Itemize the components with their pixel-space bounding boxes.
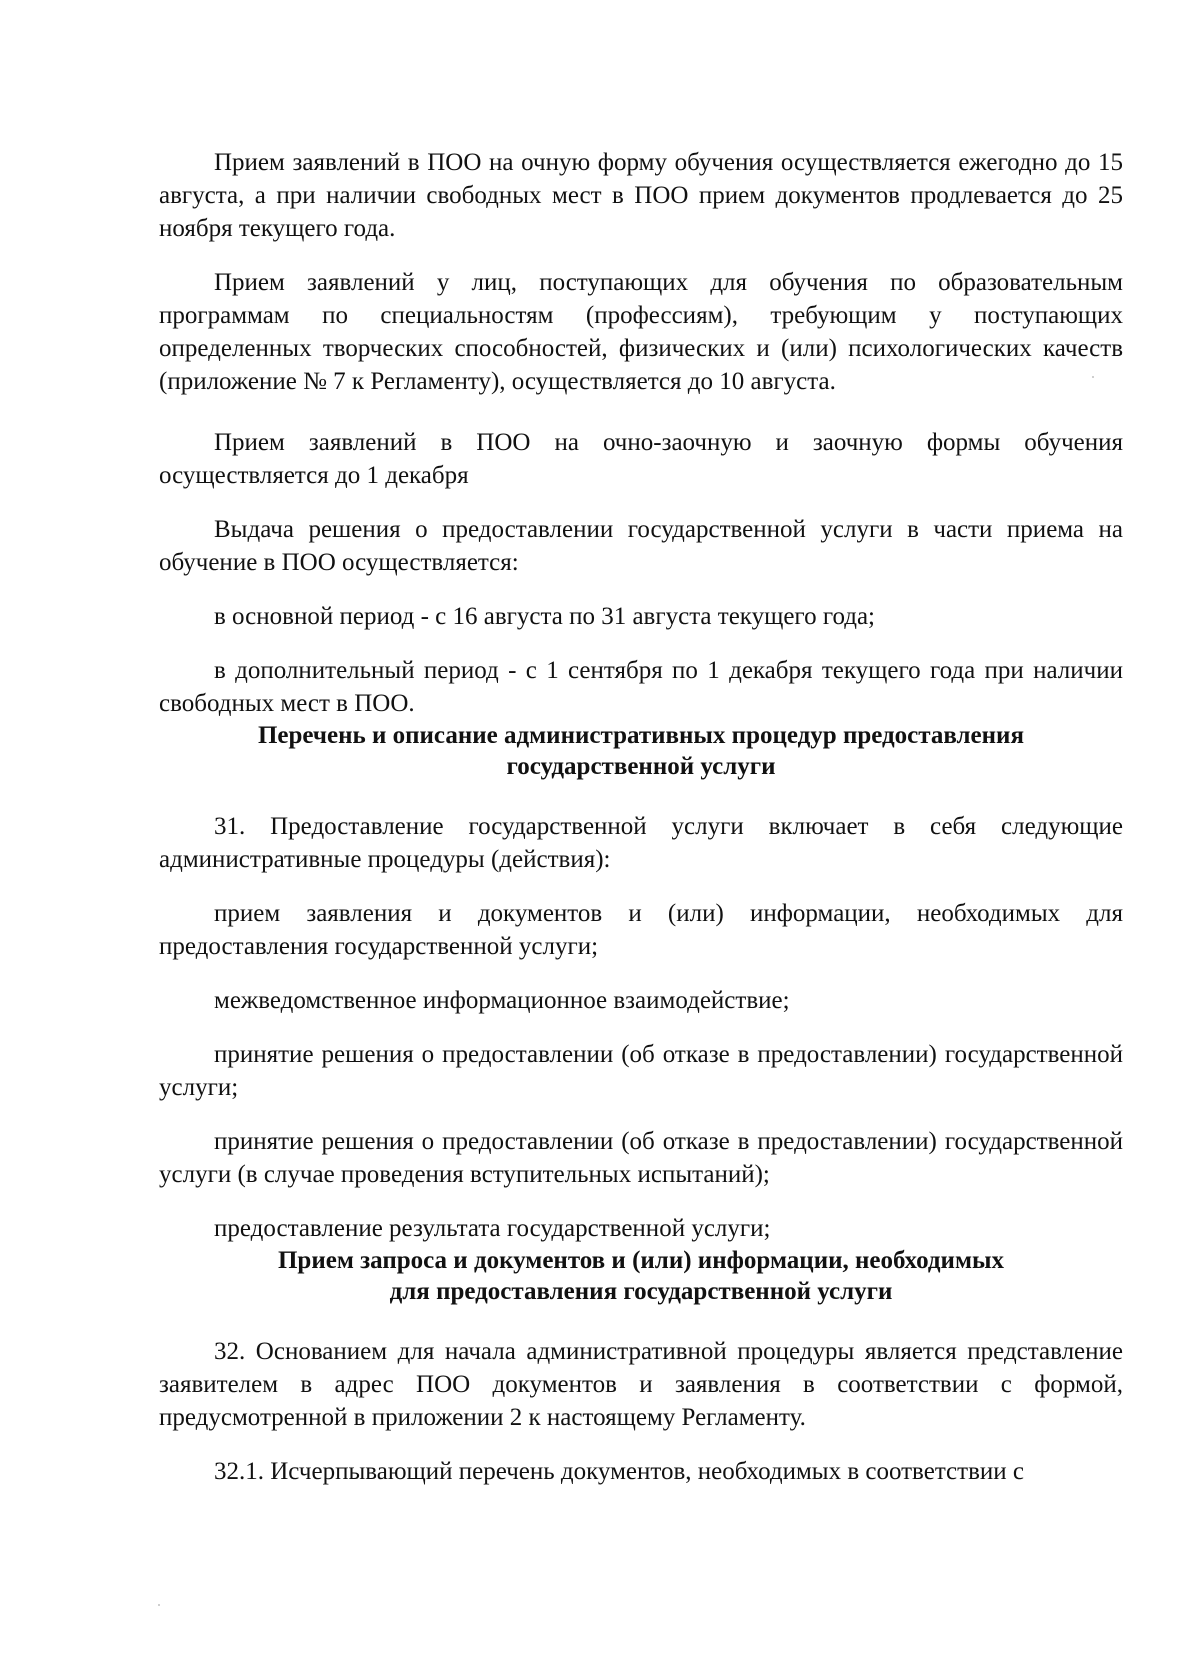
section-heading-procedures <box>159 720 1123 782</box>
paragraph-procedure-decision: принятие решения о предоставлении (об отказе в предоставлении) государственной услуги; <box>159 1041 1123 1101</box>
scan-speck <box>158 1604 160 1606</box>
section-heading-request-line2: для предоставления государственной услуги <box>389 1278 893 1305</box>
paragraph-procedure-interaction: межведомственное информационное взаимодействие; <box>214 987 790 1014</box>
paragraph-item-32-1: 32.1. Исчерпывающий перечень документов, необходимых в соответствии с <box>214 1458 1024 1485</box>
paragraph-procedure-result: предоставление результата государственной услуги; <box>214 1215 771 1242</box>
paragraph-creative-admission: Прием заявлений у лиц, поступающих для обучения по образовательным программам по специальностям (профессиям), требующим у поступающих определенных творческих способностей, физических и (или) психологических качеств (приложение № 7 к Регламенту), осуществляется до 10 августа. <box>159 269 1123 395</box>
document-body <box>159 146 1123 1488</box>
paragraph-full-time-admission: Прием заявлений в ПОО на очную форму обучения осуществляется ежегодно до 15 августа, а при наличии свободных мест в ПОО прием документов продлевается до 25 ноября текущего года. <box>159 149 1123 242</box>
scan-speck <box>1092 376 1094 378</box>
section-heading-request-line1: Прием запроса и документов и (или) информации, необходимых <box>277 1247 1004 1274</box>
paragraph-part-time-admission: Прием заявлений в ПОО на очно-заочную и заочную формы обучения осуществляется до 1 декабря <box>159 429 1123 489</box>
paragraph-item-31: 31. Предоставление государственной услуги включает в себя следующие административные процедуры (действия): <box>159 813 1123 873</box>
paragraph-decision-issuance: Выдача решения о предоставлении государственной услуги в части приема на обучение в ПОО осуществляется: <box>159 516 1123 576</box>
paragraph-item-32: 32. Основанием для начала административной процедуры является представление заявителем в адрес ПОО документов и заявления в соответствии с формой, предусмотренной в приложении 2 к настоящему Регламенту. <box>159 1338 1123 1431</box>
paragraph-main-period: в основной период - с 16 августа по 31 августа текущего года; <box>214 603 875 630</box>
section-heading-request-reception <box>159 1245 1123 1307</box>
paragraph-additional-period: в дополнительный период - с 1 сентября по 1 декабря текущего года при наличии свободных мест в ПОО. <box>159 657 1123 717</box>
section-heading-procedures-line1: Перечень и описание административных процедур предоставления <box>257 722 1024 749</box>
section-heading-procedures-line2: государственной услуги <box>506 753 776 780</box>
paragraph-procedure-decision-exams: принятие решения о предоставлении (об отказе в предоставлении) государственной услуги (в случае проведения вступительных испытаний); <box>159 1128 1123 1188</box>
paragraph-procedure-reception: прием заявления и документов и (или) информации, необходимых для предоставления государственной услуги; <box>159 900 1123 960</box>
